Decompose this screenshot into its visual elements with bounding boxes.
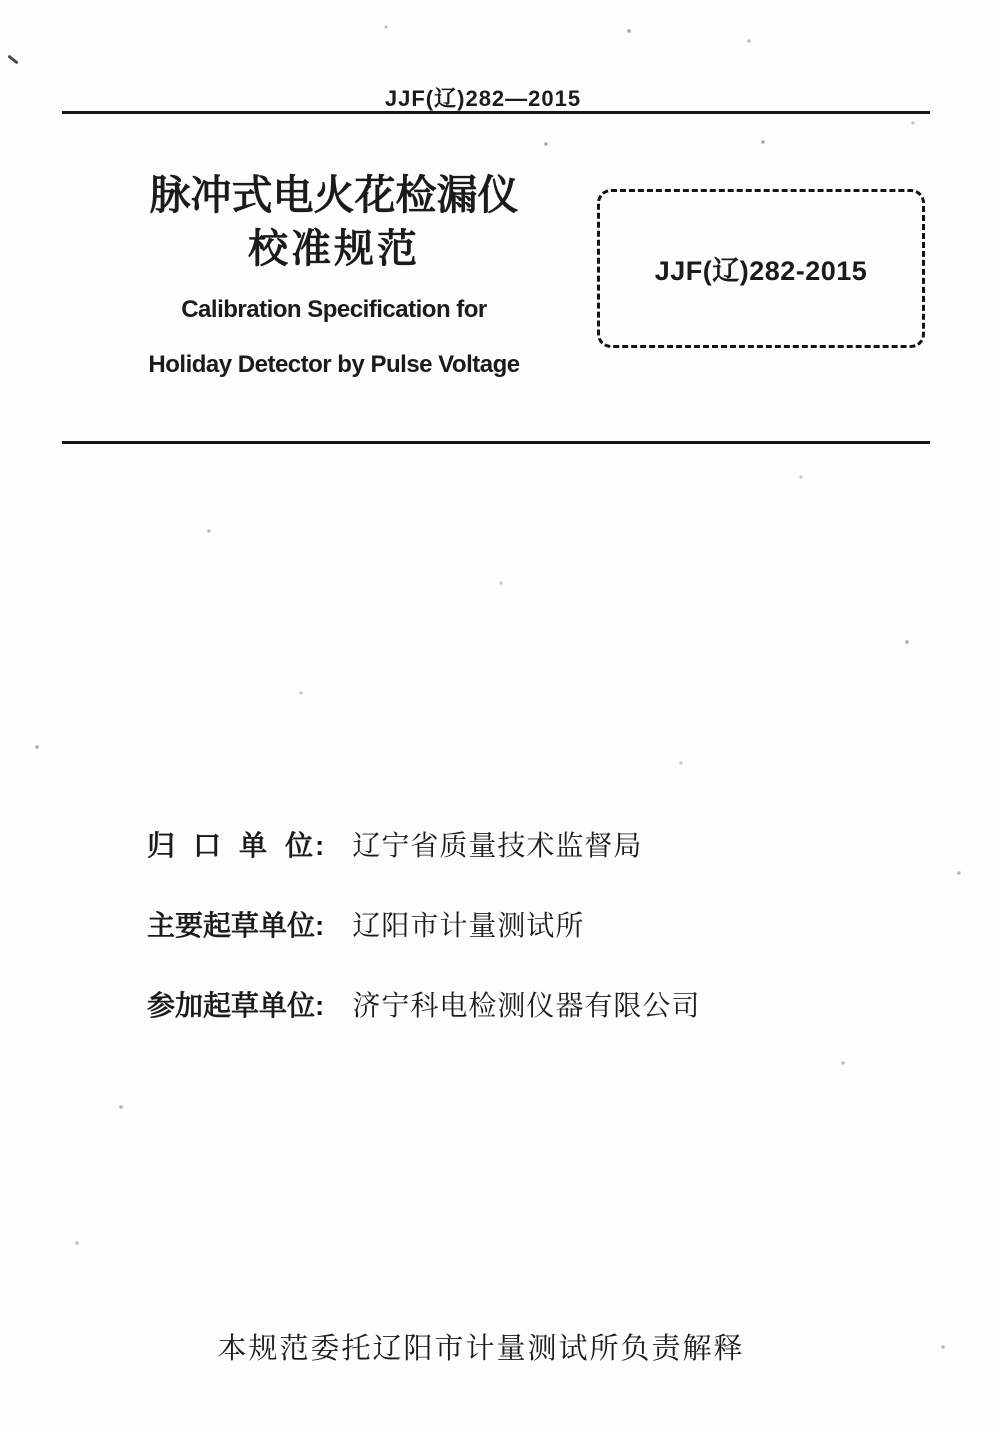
info-row-label: 参加起草单位 — [147, 990, 316, 1021]
standard-code-text: JJF(辽)282-2015 — [654, 256, 868, 286]
scan-noise-specks — [0, 0, 2, 2]
info-row-value: 济宁科电检测仪器有限公司 — [352, 990, 701, 1021]
info-row-colon: : — [315, 910, 325, 941]
info-row-label: 主要起草单位 — [147, 910, 316, 941]
info-row-value: 辽宁省质量技术监督局 — [352, 830, 643, 861]
drafting-info-list — [147, 828, 700, 1068]
header-rule-line — [62, 111, 930, 114]
info-row-colon: : — [315, 830, 325, 861]
info-row-value: 辽阳市计量测试所 — [352, 910, 585, 941]
document-title-english-line1: Calibration Specification for — [181, 296, 487, 323]
info-row-colon: : — [315, 990, 325, 1021]
info-row-centralized-unit — [147, 828, 700, 864]
document-title-english-line2: Holiday Detector by Pulse Voltage — [148, 351, 520, 378]
standard-code-dashed-box — [597, 189, 925, 348]
interpretation-responsibility-note: 本规范委托辽阳市计量测试所负责解释 — [217, 1333, 745, 1365]
info-row-label: 归口单位 — [147, 830, 313, 861]
separator-rule-line — [62, 441, 930, 444]
info-row-participating-drafting-unit — [147, 988, 700, 1024]
scan-corner-mark — [7, 55, 18, 65]
document-title-chinese-line2: 校准规范 — [248, 227, 420, 271]
info-row-main-drafting-unit — [147, 908, 700, 944]
running-header-standard-code: JJF(辽)282—2015 — [384, 86, 582, 111]
title-block — [84, 172, 584, 379]
document-title-chinese-line1: 脉冲式电火花检漏仪 — [149, 172, 519, 218]
